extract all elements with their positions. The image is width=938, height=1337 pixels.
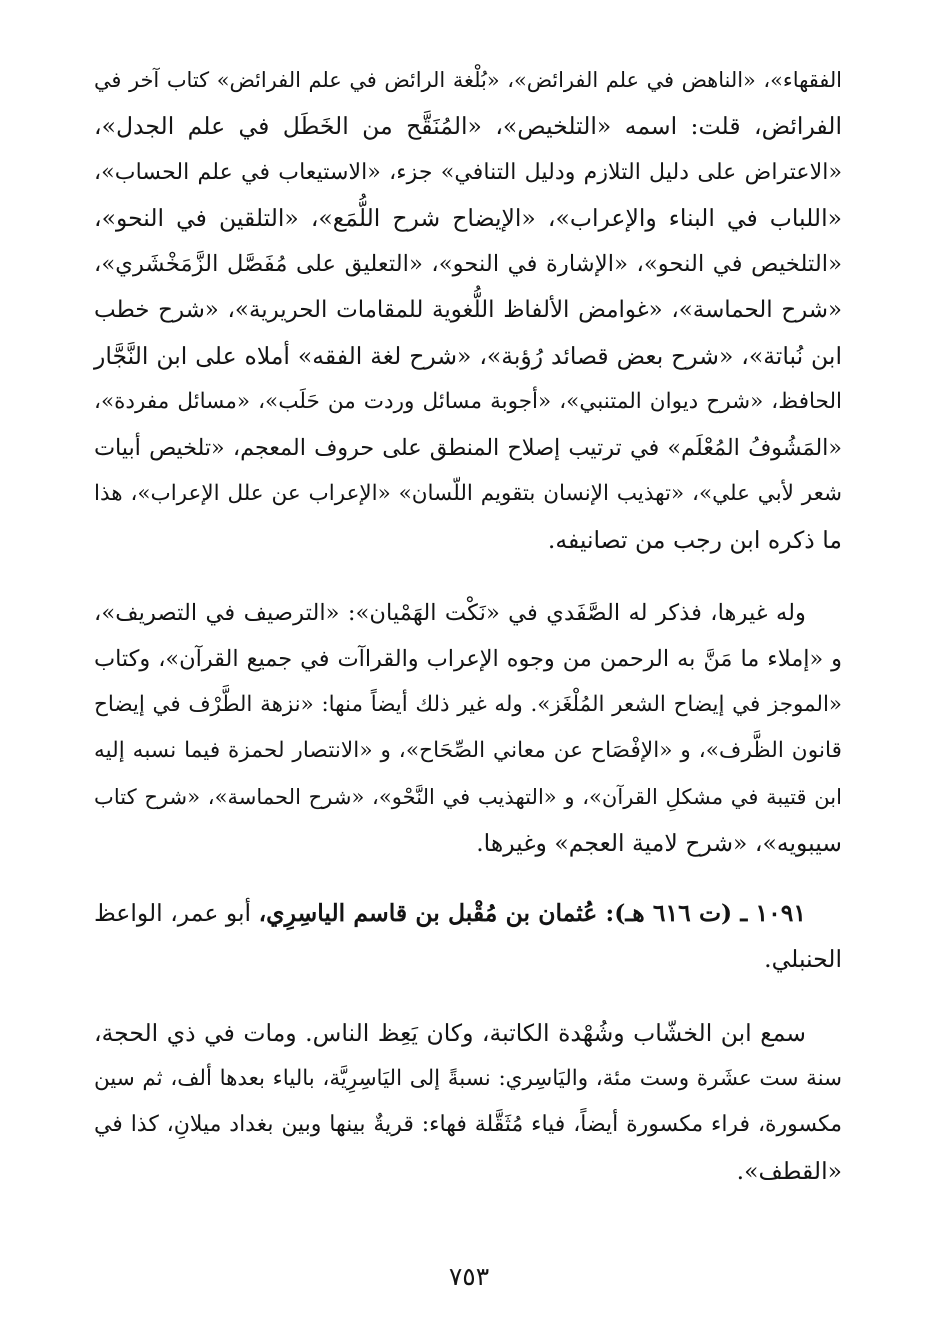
text-line: الفرائض، قلت: اسمه «التلخيص»، «المُنَقَّح من الخَطَل في علم الجدل»، <box>94 112 842 140</box>
text-line: سيبويه»، «شرح لامية العجم» وغيرها. <box>476 829 842 857</box>
paragraph-other-works <box>94 590 842 866</box>
text-line: ابن قتيبة في مشكلِ القرآن»، و «التهذيب في النَّحْو»، «شرح الحماسة»، «شرح كتاب <box>94 784 842 809</box>
text-line: مكسورة، فراء مكسورة أيضاً، فياء مُثَقَّلة فهاء: قريةٌ بينها وبين بغداد ميلانِ، كذا في <box>94 1112 842 1137</box>
page-body <box>94 57 842 1194</box>
text-line: قانون الظَّرف»، و «الإفْصَاح عن معاني الصِّحَاح»، و «الانتصار لحمزة فيما نسبه إليه <box>94 738 842 763</box>
entry-heading-tail: أبو عمر، الواعظ <box>94 899 259 927</box>
text-line <box>94 890 842 936</box>
text-line: الحافظ، «شرح ديوان المتنبي»، «أجوبة مسائل وردت من حَلَب»، «مسائل مفردة»، <box>94 389 842 414</box>
text-line: سمع ابن الخشّاب وشُهْدة الكاتبة، وكان يَعِظ الناس. ومات في ذي الحجة، <box>94 1019 806 1047</box>
text-line: ابن نُباتة»، «شرح بعض قصائد رُؤبة»، «شرح لغة الفقه» أملاه على ابن النَّجَّار <box>94 342 842 370</box>
text-line: «الاعتراض على دليل التلازم ودليل التنافي» جزء، «الاستيعاب في علم الحساب»، <box>94 159 842 185</box>
text-line: ما ذكره ابن رجب من تصانيفه. <box>547 526 842 554</box>
text-line: و «إملاء ما مَنَّ به الرحمن من وجوه الإعراب والقراآت في جميع القرآن»، وكتاب <box>94 646 842 672</box>
text-line: «القطف». <box>736 1157 842 1185</box>
text-line: «اللباب في البناء والإعراب»، «الإيضاح شرح اللُّمَع»، «التلقين في النحو»، <box>94 204 842 232</box>
paragraph-entry-biography <box>94 1010 842 1194</box>
text-line: «الموجز في إيضاح الشعر المُلْغَز». وله غير ذلك أيضاً منها: «نزهة الطَّرْف في إيضاح <box>94 692 842 717</box>
text-line: «شرح الحماسة»، «غوامض الألفاظ اللُّغوية للمقامات الحريرية»، «شرح خطب <box>94 297 842 323</box>
text-line: «التلخيص في النحو»، «الإشارة في النحو»، «التعليق على مُفَصَّل الزَّمَخْشَري»، <box>94 251 842 277</box>
text-line: الحنبلي. <box>764 945 842 973</box>
entry-heading: ١٠٩١ ـ (ت ٦١٦ هـ): عُثمان بن مُقْبل بن قاسم الياسِرِي، <box>258 899 807 927</box>
text-line: «المَشُوفُ المُعْلَم» في ترتيب إصلاح المنطق على حروف المعجم، «تلخيص أبيات <box>94 435 842 461</box>
paragraph-entry-1091 <box>94 890 842 982</box>
text-line: وله غيرها، فذكر له الصَّفَدي في «نَكْت الهَمْيان»: «الترصيف في التصريف»، <box>94 600 806 626</box>
page-number: ٧٥٣ <box>448 1262 490 1291</box>
text-line: سنة ست عشَرة وست مئة، واليَاسِري: نسبةً إلى اليَاسِرِيَّة، بالياء بعدها ألف، ثم سين <box>94 1066 842 1091</box>
paragraph-works-list <box>94 57 842 563</box>
text-line: الفقهاء»، «الناهض في علم الفرائض»، «بُلْغة الرائض في علم الفرائض» كتاب آخر في <box>94 68 842 92</box>
text-line: شعر لأبي علي»، «تهذيب الإنسان بتقويم اللّسان» «الإعراب عن علل الإعراب»، هذا <box>94 481 842 506</box>
